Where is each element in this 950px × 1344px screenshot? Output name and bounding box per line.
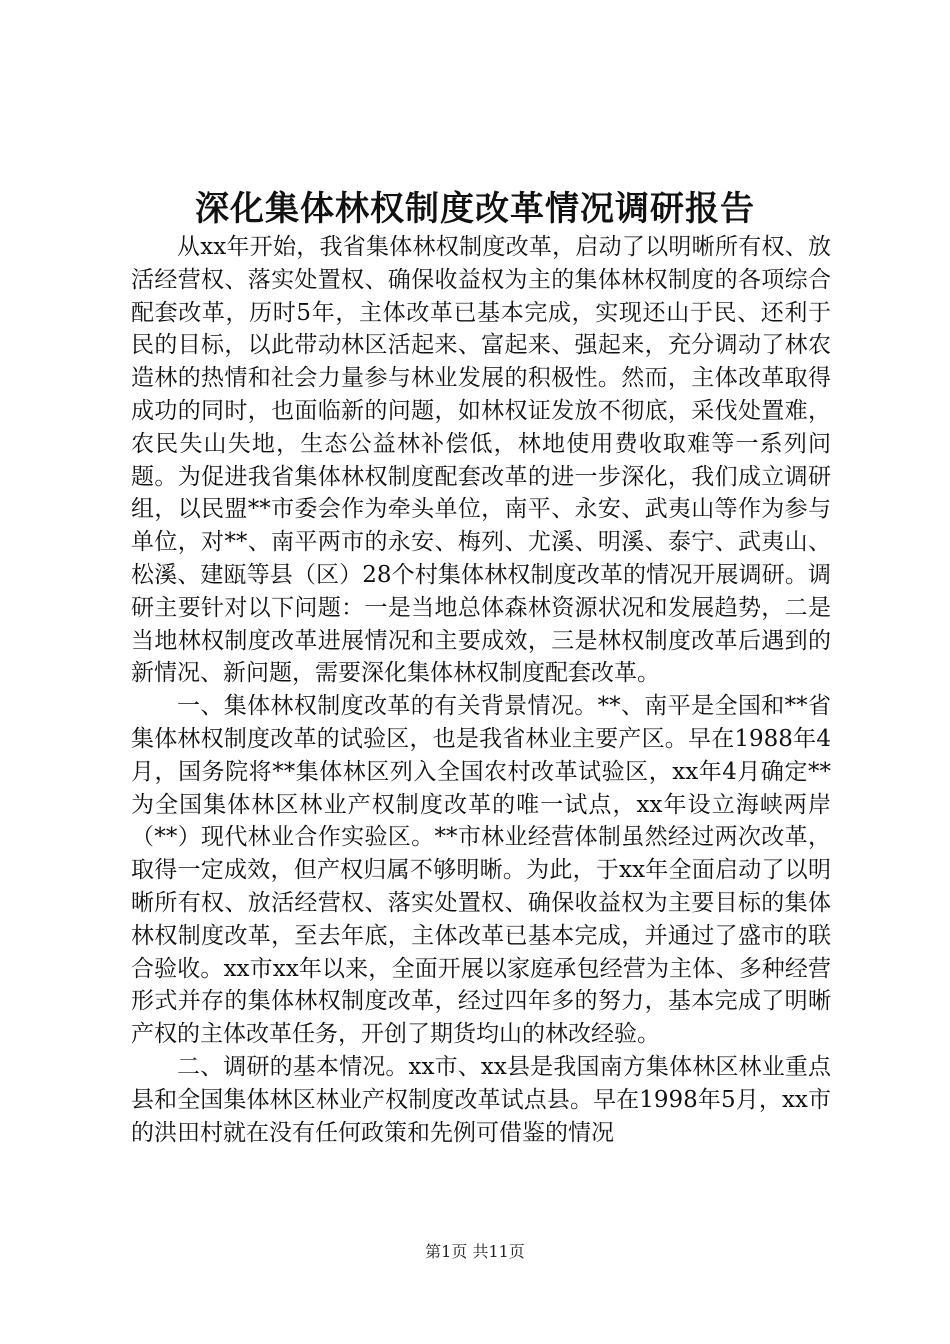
page-number-footer: 第1页 共11页 (425, 1242, 525, 1261)
document-body (131, 231, 831, 1149)
paragraph-survey-basics: 二、调研的基本情况。xx市、xx县是我国南方集体林区林业重点县和全国集体林区林业产权制度改革试点县。早在1998年5月，xx市的洪田村就在没有任何政策和先例可借鉴的情况 (131, 1053, 831, 1146)
document-title: 深化集体林权制度改革情况调研报告 (195, 189, 755, 229)
paragraph-background: 一、集体林权制度改革的有关背景情况。**、南平是全国和**省集体林权制度改革的试验区，也是我省林业主要产区。早在1988年4月，国务院将**集体林区列入全国农村改革试验区，xx年4月确定**为全国集体林区林业产权制度改革的唯一试点，xx年设立海峡两岸（**）现代林业合作实验区。**市林业经营体制虽然经过两次改革，取得一定成效，但产权归属不够明晰。为此，于xx年全面启动了以明晰所有权、放活经营权、落实处置权、确保收益权为主要目标的集体林权制度改革，至去年底，主体改革已基本完成，并通过了盛市的联合验收。xx市xx年以来，全面开展以家庭承包经营为主体、多种经营形式并存的集体林权制度改革，经过四年多的努力，基本完成了明晰产权的主体改革任务，开创了期货均山的林改经验。 (131, 693, 831, 1048)
paragraph-intro: 从xx年开始，我省集体林权制度改革，启动了以明晰所有权、放活经营权、落实处置权、确保收益权为主的集体林权制度的各项综合配套改革，历时5年，主体改革已基本完成，实现还山于民、还利于民的目标，以此带动林区活起来、富起来、强起来，充分调动了林农造林的热情和社会力量参与林业发展的积极性。然而，主体改革取得成功的同时，也面临新的问题，如林权证发放不彻底，采伐处置难，农民失山失地，生态公益林补偿低，林地使用费收取难等一系列问题。为促进我省集体林权制度配套改革的进一步深化，我们成立调研组，以民盟**市委会作为牵头单位，南平、永安、武夷山等作为参与单位，对**、南平两市的永安、梅列、尤溪、明溪、泰宁、武夷山、松溪、建瓯等县（区）28个村集体林权制度改革的情况开展调研。调研主要针对以下问题：一是当地总体森林资源状况和发展趋势，二是当地林权制度改革进展情况和主要成效，三是林权制度改革后遇到的新情况、新问题，需要深化集体林权制度配套改革。 (131, 234, 831, 687)
